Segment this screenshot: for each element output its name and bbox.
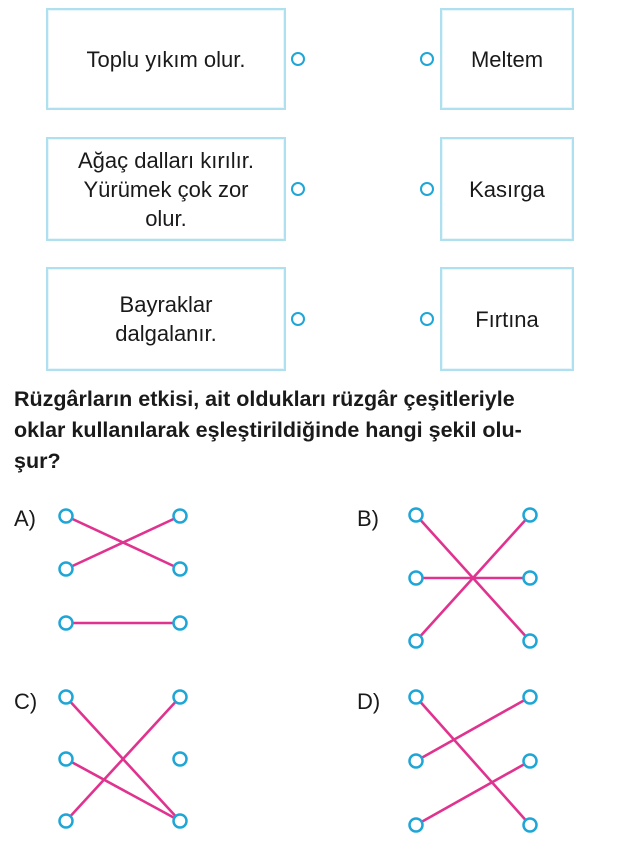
option-b-label[interactable]: B)	[357, 506, 379, 531]
left-node-2	[410, 755, 423, 768]
right-box-text: Fırtına	[475, 306, 539, 332]
option-a-label[interactable]: A)	[14, 506, 36, 531]
option-c-label[interactable]: C)	[14, 689, 38, 714]
right-box-text: Meltem	[470, 46, 544, 72]
left-node-1	[410, 691, 423, 704]
question-line-1: Rüzgârların etkisi, ait oldukları rüzgâr çeşitleriyle	[14, 387, 515, 411]
question-line-3: şur?	[14, 449, 61, 473]
option-d-label[interactable]: D)	[357, 689, 381, 714]
match-line-2	[416, 697, 530, 761]
left-node-3	[410, 819, 423, 832]
right-node-2	[524, 755, 537, 768]
right-node-1	[524, 691, 537, 704]
left-box-text: Toplu yıkım olur.	[86, 46, 246, 72]
question-line-2: oklar kullanılarak eşleştirildiğinde hangi şekil olu-	[14, 418, 522, 442]
left-box-text: Bayraklar dalgalanır.	[115, 292, 217, 346]
left-box-text: Ağaç dalları kırılır. Yürümek çok zor olur.	[77, 147, 255, 231]
right-box-text: Kasırga	[469, 176, 545, 202]
right-node-3	[524, 819, 537, 832]
match-line-1	[416, 697, 530, 825]
match-line-3	[416, 761, 530, 825]
